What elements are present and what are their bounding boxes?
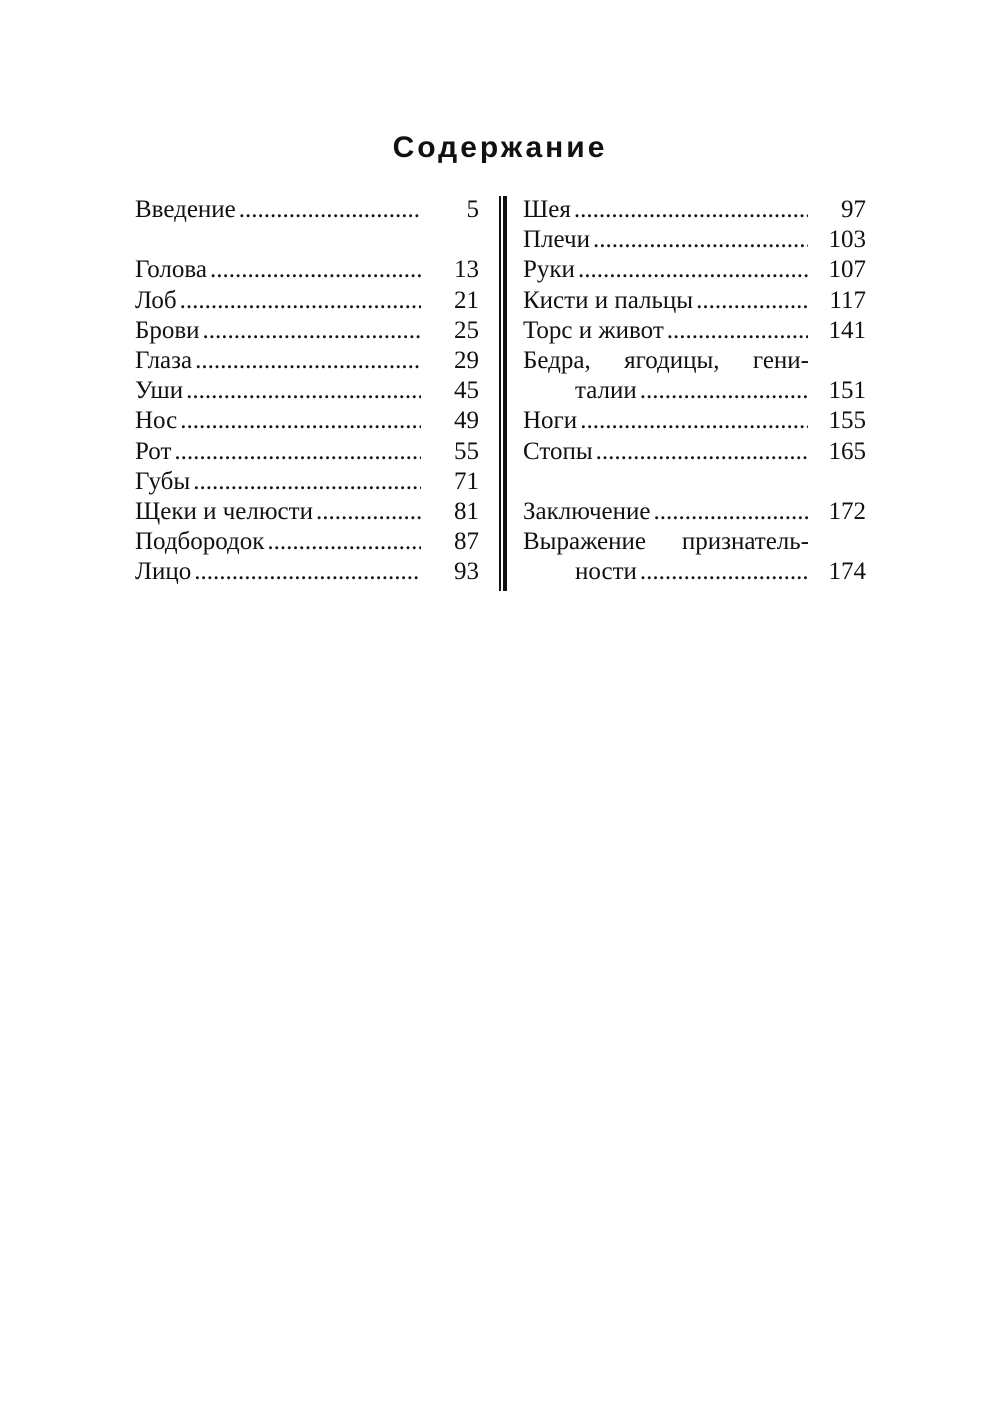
toc-entry-label: Шея [523, 196, 571, 223]
toc-page-number: 55 [454, 437, 479, 465]
toc-entry[interactable] [135, 406, 479, 436]
toc-entry[interactable] [523, 316, 866, 346]
toc-entry-label: Введение [135, 196, 236, 223]
dot-leader [596, 437, 808, 467]
toc-entry-label: Лоб [135, 286, 177, 314]
dot-leader [593, 225, 808, 255]
dot-leader [316, 497, 421, 527]
dot-leader [194, 557, 421, 587]
toc-page-number: 174 [828, 558, 866, 586]
dot-leader [640, 557, 808, 587]
toc-entry[interactable] [135, 527, 479, 557]
dot-leader [580, 406, 808, 436]
divider-thick-rule [503, 196, 507, 591]
toc-entry[interactable] [135, 467, 479, 497]
toc-entry[interactable] [135, 497, 479, 527]
toc-entry-label: Брови [135, 316, 200, 344]
toc-entry-label: Уши [135, 377, 184, 405]
toc-entry-label-line1: Выражение признатель- [523, 528, 809, 556]
toc-entry-label: Торс и живот [523, 316, 664, 344]
toc-entry[interactable] [523, 497, 866, 527]
toc-page-number: 29 [454, 346, 479, 374]
toc-page-number: 81 [454, 497, 479, 525]
toc-entry-label: Голова [135, 256, 207, 284]
toc-entry-label-line1: Бедра, ягодицы, гени- [523, 346, 809, 374]
toc-page-number: 155 [828, 407, 866, 435]
toc-page-number: 107 [828, 256, 866, 284]
dot-leader [174, 437, 421, 467]
toc-page-number: 71 [454, 467, 479, 495]
dot-leader [667, 316, 808, 346]
toc-page-number: 172 [828, 497, 866, 525]
dot-leader [195, 346, 421, 376]
toc-entry[interactable] [523, 406, 866, 436]
dot-leader [640, 376, 808, 406]
column-divider [499, 196, 508, 591]
toc-entry[interactable] [135, 316, 479, 346]
toc-entry[interactable] [523, 255, 866, 285]
toc-right-column [523, 195, 866, 587]
divider-thin-rule [499, 196, 501, 591]
toc-page-number: 165 [828, 437, 866, 465]
toc-entry-label: Стопы [523, 437, 593, 465]
toc-page-number: 117 [829, 286, 866, 314]
toc-entry-label: Подбородок [135, 528, 265, 556]
toc-entry[interactable] [523, 437, 866, 467]
toc-page-number: 151 [828, 377, 866, 405]
dot-leader [180, 406, 421, 436]
toc-page-number: 45 [454, 377, 479, 405]
toc-entry-label: Нос [135, 407, 178, 435]
toc-entry[interactable] [135, 557, 479, 587]
toc-entry-label: Заключение [523, 497, 651, 525]
toc-entry[interactable] [523, 286, 866, 316]
toc-entry-label: Ноги [523, 407, 578, 435]
toc-entry[interactable] [135, 195, 479, 225]
toc-entry[interactable] [135, 376, 479, 406]
toc-entry-label: талии [575, 377, 637, 405]
toc-entry-first-line[interactable] [523, 527, 866, 557]
toc-entry-label: Лицо [135, 558, 192, 586]
toc-entry-label: Руки [523, 256, 575, 284]
dot-leader [696, 286, 808, 316]
toc-entry[interactable] [135, 286, 479, 316]
toc-entry-label: Кисти и пальцы [523, 286, 694, 314]
toc-page-number: 25 [454, 316, 479, 344]
toc-entry-first-line[interactable] [523, 346, 866, 376]
toc-entry[interactable] [523, 225, 866, 255]
toc-left-column [135, 195, 479, 587]
dot-leader [180, 286, 421, 316]
toc-entry[interactable] [523, 195, 866, 225]
toc-entry-label: Плечи [523, 226, 590, 254]
toc-spacer [523, 467, 866, 497]
dot-leader [186, 376, 421, 406]
toc-page-number: 97 [841, 196, 866, 223]
dot-leader [239, 195, 421, 225]
toc-entry-label: Щеки и челюсти [135, 497, 313, 525]
toc-entry-continuation[interactable] [523, 376, 866, 406]
toc-page-number: 21 [454, 286, 479, 314]
toc-entry-label: Губы [135, 467, 191, 495]
dot-leader [267, 527, 421, 557]
toc-page-number: 49 [454, 407, 479, 435]
toc-entry-label: Рот [135, 437, 172, 465]
page-title: Содержание [392, 131, 608, 164]
toc-entry-label: ности [575, 558, 637, 586]
toc-page-number: 93 [454, 558, 479, 586]
toc-page-number: 141 [828, 316, 866, 344]
dot-leader [574, 195, 808, 225]
dot-leader [210, 255, 421, 285]
dot-leader [203, 316, 421, 346]
toc-spacer [135, 225, 479, 255]
dot-leader [193, 467, 421, 497]
toc-page-number: 103 [828, 226, 866, 254]
toc-entry[interactable] [135, 346, 479, 376]
dot-leader [654, 497, 809, 527]
toc-entry-continuation[interactable] [523, 557, 866, 587]
toc-page-number: 5 [466, 196, 479, 223]
dot-leader [578, 255, 808, 285]
toc-entry[interactable] [135, 255, 479, 285]
toc-page-number: 13 [454, 256, 479, 284]
toc-entry[interactable] [135, 437, 479, 467]
toc-entry-label: Глаза [135, 346, 193, 374]
toc-page-number: 87 [454, 528, 479, 556]
